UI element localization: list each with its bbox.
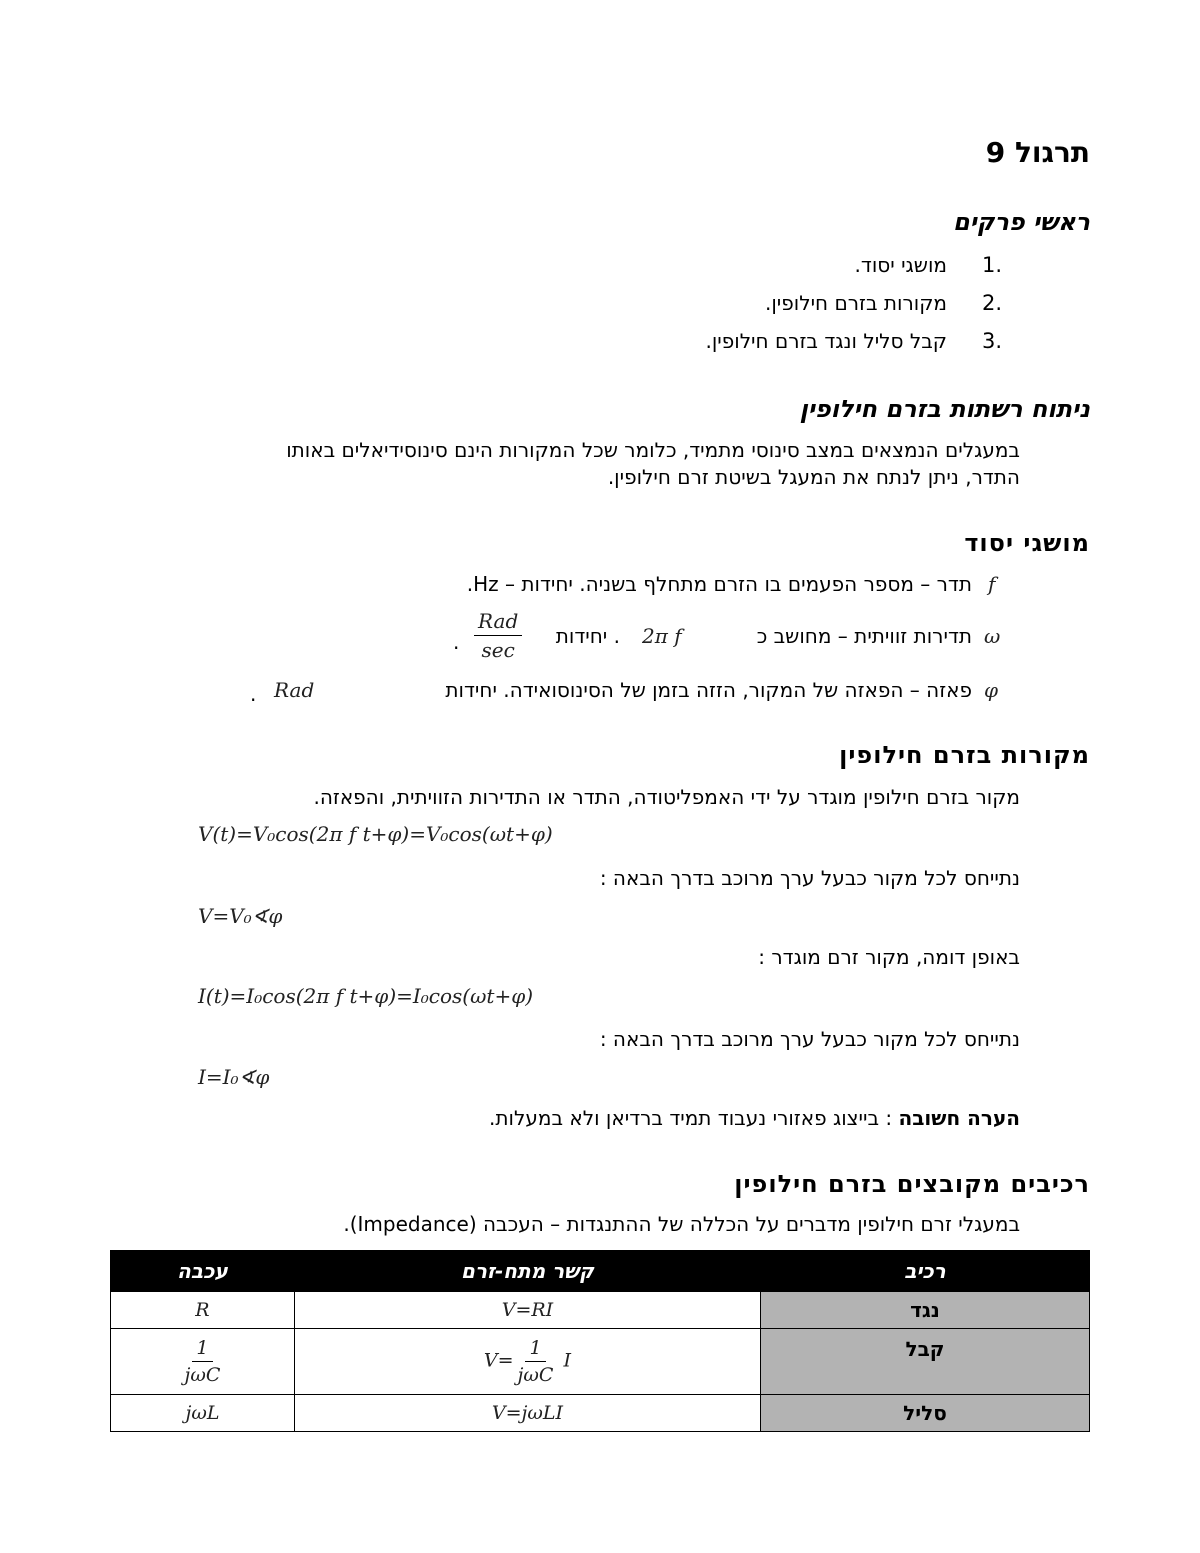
toc-item: קבל סליל ונגד בזרם חילופין. (705, 329, 947, 353)
components-intro: במעגלי זרם חילופין מדברים על הכללה של ההתנגדות – העכבה (Impedance). (343, 1212, 1020, 1236)
analysis-paragraph-line: במעגלים הנמצאים במצב סינוסי מתמיד, כלומר שכל המקורות הינם סינוסידיאלים באותו (286, 438, 1020, 462)
component-name: קבל (761, 1329, 1090, 1395)
impedance-value: R (111, 1292, 295, 1329)
page-title: תרגול 9 (985, 136, 1090, 169)
analysis-heading: ניתוח רשתות בזרם חילופין (799, 395, 1090, 423)
table-header-row (111, 1251, 1090, 1292)
fraction-numerator: Rad (474, 609, 522, 636)
omega-units-fraction (474, 609, 522, 662)
components-heading: רכיבים מקובצים בזרם חילופין (734, 1170, 1090, 1198)
fraction-denominator: jωC (517, 1364, 554, 1386)
important-note (489, 1106, 1020, 1130)
fraction-numerator: 1 (525, 1337, 545, 1362)
voltage-equation: V(t)=V₀cos(2π f t+φ)=V₀cos(ωt+φ) (198, 822, 553, 846)
fraction-numerator: 1 (192, 1337, 212, 1362)
omega-formula: 2π f (642, 624, 682, 648)
frequency-symbol: f (988, 572, 996, 596)
omega-definition: תדירות זוויתית – מחושב כ (756, 624, 972, 648)
current-source-text: באופן דומה, מקור זרם מוגדר : (758, 945, 1020, 969)
impedance-value: jωL (111, 1395, 295, 1432)
complex-source-text: נתייחס לכל מקור כבעל ערך מרוכב בדרך הבאה : (599, 866, 1020, 890)
voltage-current-relation: V=jωLI (294, 1395, 760, 1432)
fraction-denominator: sec (481, 638, 515, 662)
omega-tail: . (453, 630, 460, 654)
note-text: : בייצוג פאזורי נעבוד תמיד ברדיאן ולא במעלות. (489, 1106, 899, 1130)
basics-heading: מושגי יסוד (964, 529, 1090, 557)
phase-unit: Rad (274, 678, 315, 702)
table-row (111, 1292, 1090, 1329)
omega-units-label: . יחידות (555, 624, 620, 648)
toc-number: 3. (982, 329, 1003, 353)
omega-symbol: ω (984, 624, 1001, 648)
table-header: רכיב (761, 1251, 1090, 1292)
sources-heading: מקורות בזרם חילופין (839, 741, 1090, 769)
phase-symbol: φ (984, 678, 999, 702)
current-phasor: I=I₀∢φ (198, 1065, 270, 1089)
voltage-phasor: V=V₀∢φ (198, 904, 283, 928)
component-name: נגד (761, 1292, 1090, 1329)
fraction-denominator: jωC (184, 1364, 221, 1386)
toc-item: מקורות בזרם חילופין. (765, 291, 947, 315)
toc-number: 1. (982, 253, 1003, 277)
toc-number: 2. (982, 291, 1003, 315)
complex-source-text: נתייחס לכל מקור כבעל ערך מרוכב בדרך הבאה : (599, 1027, 1020, 1051)
analysis-paragraph-line: התדר, ניתן לנתח את המעגל בשיטת זרם חילופין. (607, 465, 1020, 489)
components-table (110, 1250, 1090, 1432)
current-equation: I(t)=I₀cos(2π f t+φ)=I₀cos(ωt+φ) (198, 984, 534, 1008)
frequency-definition: תדר – מספר הפעמים בו הזרם מתחלף בשניה. יחידות – Hz. (466, 572, 972, 596)
table-row (111, 1329, 1090, 1395)
table-header: עכבה (111, 1251, 295, 1292)
impedance-value (111, 1329, 295, 1395)
relation-prefix: V= (483, 1349, 514, 1372)
relation-suffix: I (563, 1349, 572, 1372)
toc-item: מושגי יסוד. (854, 253, 947, 277)
toc-heading: ראשי פרקים (953, 208, 1090, 236)
component-name: סליל (761, 1395, 1090, 1432)
table-row (111, 1395, 1090, 1432)
voltage-current-relation (294, 1329, 760, 1395)
phase-definition: פאזה – הפאזה של המקור, הזזה בזמן של הסינוסואידה. יחידות (445, 678, 972, 702)
table-header: קשר מתח-זרם (294, 1251, 760, 1292)
sources-intro: מקור בזרם חילופין מוגדר על ידי האמפליטודה, התדר או התדירות הזוויתית, והפאזה. (313, 785, 1020, 809)
note-label: הערה חשובה (898, 1106, 1020, 1130)
voltage-current-relation: V=RI (294, 1292, 760, 1329)
phase-tail: . (250, 682, 257, 706)
